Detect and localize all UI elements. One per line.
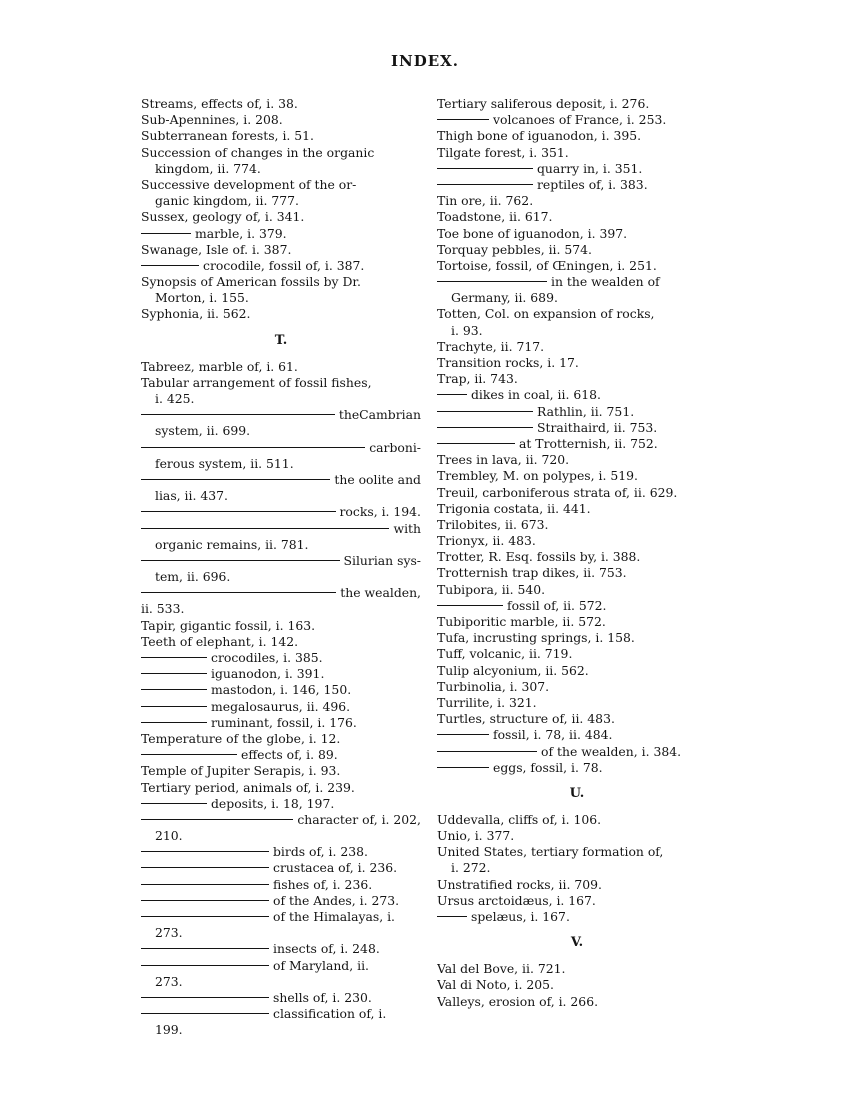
ditto-dash	[437, 751, 537, 752]
index-entry	[437, 355, 717, 371]
entry-text: 273.	[155, 925, 183, 941]
entry-text: Silurian sys-	[343, 552, 421, 568]
index-entry	[141, 472, 421, 488]
entry-text: Straithaird, ii. 753.	[537, 419, 658, 435]
index-entry	[141, 585, 421, 601]
entry-text: i. 93.	[451, 322, 483, 338]
entry-text: Trotter, R. Esq. fossils by, i. 388.	[437, 549, 641, 565]
entry-text: the oolite and	[334, 471, 421, 487]
index-entry	[141, 682, 421, 698]
index-entry	[141, 258, 421, 274]
entry-text: tem, ii. 696.	[155, 569, 231, 585]
index-entry	[437, 161, 717, 177]
index-entry	[437, 226, 717, 242]
index-entry-continuation	[141, 456, 421, 472]
entry-text: of the wealden, i. 384.	[541, 743, 682, 759]
entry-text: Torquay pebbles, ii. 574.	[437, 241, 592, 257]
entry-text: Toadstone, ii. 617.	[437, 209, 553, 225]
entry-text: deposits, i. 18, 197.	[211, 795, 335, 811]
entry-text: lias, ii. 437.	[155, 488, 228, 504]
index-entry	[437, 844, 717, 860]
entry-text: United States, tertiary formation of,	[437, 844, 664, 860]
index-entry	[437, 744, 717, 760]
index-entry	[141, 553, 421, 569]
index-entry	[437, 145, 717, 161]
entry-text: insects of, i. 248.	[273, 941, 380, 957]
entry-text: in the wealden of	[551, 274, 660, 290]
entry-text: ganic kingdom, ii. 777.	[155, 193, 299, 209]
entry-text: i. 425.	[155, 391, 195, 406]
entry-text: crocodile, fossil of, i. 387.	[203, 257, 365, 273]
ditto-dash	[141, 657, 207, 658]
index-entry	[141, 601, 421, 617]
index-entry	[437, 760, 717, 776]
index-entry	[437, 582, 717, 598]
entry-text: 273.	[155, 973, 183, 989]
entry-text: classification of, i.	[273, 1006, 387, 1022]
entry-text: shells of, i. 230.	[273, 989, 372, 1005]
index-entry	[141, 958, 421, 974]
index-entry	[141, 909, 421, 925]
entry-text: fossil, i. 78, ii. 484.	[493, 727, 613, 743]
index-entry	[141, 780, 421, 796]
index-entry	[141, 618, 421, 634]
entry-text: 199.	[155, 1022, 183, 1038]
entry-text: reptiles of, i. 383.	[537, 176, 648, 192]
entry-text: megalosaurus, ii. 496.	[211, 698, 351, 714]
entry-text: Trees in lava, ii. 720.	[437, 452, 570, 468]
ditto-dash	[141, 479, 330, 480]
index-entry	[141, 1006, 421, 1022]
entry-text: Uddevalla, cliffs of, i. 106.	[437, 811, 602, 827]
entry-text: Unio, i. 377.	[437, 828, 515, 844]
index-entry-continuation	[141, 488, 421, 504]
entry-text: Sussex, geology of, i. 341.	[141, 209, 305, 225]
index-entry	[437, 598, 717, 614]
index-entry	[437, 877, 717, 893]
entry-text: organic remains, ii. 781.	[155, 536, 309, 552]
entry-text: character of, i. 202,	[297, 811, 421, 827]
ditto-dash	[437, 916, 467, 917]
entry-text: Teeth of elephant, i. 142.	[141, 633, 299, 649]
page-title: INDEX.	[390, 52, 460, 70]
entry-text: Valleys, erosion of, i. 266.	[437, 993, 599, 1009]
entry-text: Tubipora, ii. 540.	[437, 581, 546, 597]
index-entry	[437, 961, 717, 977]
index-entry-continuation	[141, 193, 421, 209]
index-entry	[437, 565, 717, 581]
index-entry	[437, 549, 717, 565]
index-entry	[437, 468, 717, 484]
ditto-dash	[141, 689, 207, 690]
entry-text: iguanodon, i. 391.	[211, 666, 325, 682]
section-letter-heading: V.	[570, 935, 584, 951]
ditto-dash	[141, 851, 269, 852]
entry-text: eggs, fossil, i. 78.	[493, 759, 603, 775]
entry-text: system, ii. 699.	[155, 423, 251, 439]
ditto-dash	[141, 706, 207, 707]
entry-text: crocodiles, i. 385.	[211, 650, 323, 665]
section-letter-heading: U.	[569, 785, 585, 801]
ditto-dash	[141, 997, 269, 998]
ditto-dash	[141, 900, 269, 901]
entry-text: i. 272.	[451, 860, 491, 876]
index-entry	[437, 711, 717, 727]
index-entry-continuation	[437, 860, 717, 876]
index-entry	[141, 715, 421, 731]
entry-text: ii. 533.	[141, 601, 185, 617]
index-entry	[437, 96, 717, 112]
index-entry	[437, 306, 717, 322]
entry-text: the wealden,	[340, 585, 421, 601]
index-entry	[437, 517, 717, 533]
ditto-dash	[437, 734, 489, 735]
index-entry	[437, 695, 717, 711]
ditto-dash	[437, 119, 489, 120]
entry-text: Turtles, structure of, ii. 483.	[437, 711, 615, 727]
index-entry	[437, 128, 717, 144]
entry-text: birds of, i. 238.	[273, 844, 368, 860]
ditto-dash	[141, 414, 335, 415]
index-entry	[141, 375, 421, 391]
index-entry	[141, 359, 421, 375]
entry-text: Temple of Jupiter Serapis, i. 93.	[141, 763, 341, 779]
entry-text: Val del Bove, ii. 721.	[437, 961, 566, 977]
entry-text: Transition rocks, i. 17.	[437, 355, 579, 370]
entry-text: Synopsis of American fossils by Dr.	[141, 274, 361, 290]
entry-text: 210.	[155, 828, 183, 844]
entry-text: Turbinolia, i. 307.	[437, 678, 550, 694]
index-column-left	[141, 96, 421, 1039]
entry-text: volcanoes of France, i. 253.	[493, 112, 667, 128]
index-entry	[437, 339, 717, 355]
section-spacer	[437, 802, 717, 812]
index-entry	[437, 258, 717, 274]
index-entry	[141, 128, 421, 144]
entry-text: Subterranean forests, i. 51.	[141, 128, 314, 144]
index-entry-continuation	[141, 974, 421, 990]
index-entry	[437, 679, 717, 695]
index-entry	[437, 485, 717, 501]
section-spacer	[437, 776, 717, 786]
index-entry	[437, 977, 717, 993]
index-entry	[437, 501, 717, 517]
entry-text: Sub-Apennines, i. 208.	[141, 112, 283, 128]
index-entry	[437, 994, 717, 1010]
index-entry	[437, 242, 717, 258]
entry-text: kingdom, ii. 774.	[155, 160, 261, 176]
ditto-dash	[141, 528, 389, 529]
entry-text: of the Himalayas, i.	[273, 909, 395, 924]
entry-text: marble, i. 379.	[195, 225, 287, 241]
index-entry	[437, 663, 717, 679]
entry-text: Trap, ii. 743.	[437, 371, 518, 387]
index-entry	[437, 436, 717, 452]
ditto-dash	[141, 916, 269, 917]
index-entry	[437, 112, 717, 128]
ditto-dash	[141, 819, 293, 820]
index-entry-continuation	[141, 1022, 421, 1038]
entry-text: Tuff, volcanic, ii. 719.	[437, 646, 573, 662]
index-entry	[437, 630, 717, 646]
ditto-dash	[141, 803, 207, 804]
entry-text: Temperature of the globe, i. 12.	[141, 730, 341, 746]
index-entry	[141, 666, 421, 682]
index-entry	[141, 407, 421, 423]
entry-text: Tabreez, marble of, i. 61.	[141, 358, 298, 374]
index-entry	[437, 893, 717, 909]
entry-text: fishes of, i. 236.	[273, 876, 373, 892]
index-entry-continuation	[141, 391, 421, 407]
index-entry-continuation	[141, 161, 421, 177]
entry-text: mastodon, i. 146, 150.	[211, 682, 352, 698]
index-entry	[141, 877, 421, 893]
index-column-right	[437, 96, 717, 1010]
entry-text: Syphonia, ii. 562.	[141, 306, 251, 322]
ditto-dash	[141, 265, 199, 266]
entry-text: ferous system, ii. 511.	[155, 455, 294, 471]
ditto-dash	[141, 560, 340, 561]
index-entry	[141, 274, 421, 290]
section-letter-heading: T.	[274, 332, 288, 348]
section-spacer	[437, 951, 717, 961]
ditto-dash	[141, 511, 336, 512]
index-entry	[141, 812, 421, 828]
ditto-dash	[141, 884, 269, 885]
ditto-dash	[437, 605, 503, 606]
entry-text: Tin ore, ii. 762.	[437, 193, 534, 209]
entry-text: Swanage, Isle of. i. 387.	[141, 241, 292, 257]
index-entry	[141, 96, 421, 112]
entry-text: fossil of, ii. 572.	[507, 597, 607, 613]
index-entry	[437, 828, 717, 844]
entry-text: with	[393, 520, 421, 536]
entry-text: carboni-	[369, 439, 421, 455]
entry-text: Trigonia costata, ii. 441.	[437, 500, 591, 516]
index-entry	[141, 860, 421, 876]
section-spacer	[141, 349, 421, 359]
index-entry	[141, 521, 421, 537]
index-entry	[141, 796, 421, 812]
section-spacer	[141, 323, 421, 333]
entry-text: effects of, i. 89.	[241, 747, 338, 763]
index-entry	[141, 763, 421, 779]
entry-text: Tertiary period, animals of, i. 239.	[141, 779, 355, 795]
entry-text: of the Andes, i. 273.	[273, 892, 400, 908]
entry-text: ruminant, fossil, i. 176.	[211, 714, 357, 730]
ditto-dash	[437, 184, 533, 185]
index-entry-continuation	[141, 569, 421, 585]
ditto-dash	[141, 447, 365, 448]
entry-text: Toe bone of iguanodon, i. 397.	[437, 225, 628, 241]
ditto-dash	[141, 722, 207, 723]
ditto-dash	[141, 1013, 269, 1014]
entry-text: Tulip alcyonium, ii. 562.	[437, 662, 589, 678]
entry-text: Trembley, M. on polypes, i. 519.	[437, 468, 638, 484]
ditto-dash	[141, 754, 237, 755]
index-entry	[437, 420, 717, 436]
entry-text: rocks, i. 194.	[339, 504, 421, 520]
index-entry	[437, 909, 717, 925]
index-entry	[141, 699, 421, 715]
index-entry	[437, 452, 717, 468]
entry-text: Treuil, carboniferous strata of, ii. 629.	[437, 484, 678, 500]
index-entry	[437, 371, 717, 387]
index-entry	[141, 112, 421, 128]
index-entry-continuation	[141, 828, 421, 844]
entry-text: Rathlin, ii. 751.	[537, 403, 635, 419]
ditto-dash	[141, 965, 269, 966]
entry-text: Turrilite, i. 321.	[437, 694, 537, 710]
ditto-dash	[141, 673, 207, 674]
index-entry	[141, 634, 421, 650]
index-entry	[141, 504, 421, 520]
index-entry-continuation	[141, 423, 421, 439]
entry-text: Unstratified rocks, ii. 709.	[437, 876, 602, 892]
entry-text: Trachyte, ii. 717.	[437, 338, 545, 354]
ditto-dash	[437, 443, 515, 444]
entry-text: theCambrian	[338, 407, 421, 423]
section-spacer	[437, 925, 717, 935]
index-entry-continuation	[141, 537, 421, 553]
index-entry	[141, 731, 421, 747]
ditto-dash	[141, 867, 269, 868]
ditto-dash	[437, 281, 547, 282]
entry-text: Tufa, incrusting springs, i. 158.	[437, 630, 635, 646]
ditto-dash	[437, 411, 533, 412]
index-entry-continuation	[437, 323, 717, 339]
index-entry	[141, 747, 421, 763]
entry-text: Tilgate forest, i. 351.	[437, 144, 569, 160]
index-entry	[437, 274, 717, 290]
index-entry	[141, 893, 421, 909]
index-entry-continuation	[141, 925, 421, 941]
index-entry	[141, 844, 421, 860]
entry-text: Totten, Col. on expansion of rocks,	[437, 306, 655, 322]
entry-text: Ursus arctoidæus, i. 167.	[437, 892, 596, 908]
entry-text: Morton, i. 155.	[155, 290, 249, 306]
index-entry	[437, 193, 717, 209]
index-entry	[141, 990, 421, 1006]
index-entry-continuation	[141, 290, 421, 306]
index-entry	[437, 533, 717, 549]
index-entry	[141, 242, 421, 258]
ditto-dash	[141, 233, 191, 234]
index-entry	[141, 941, 421, 957]
entry-text: Streams, effects of, i. 38.	[141, 96, 298, 111]
entry-text: at Trotternish, ii. 752.	[519, 435, 658, 451]
entry-text: Successive development of the or-	[141, 176, 357, 192]
ditto-dash	[437, 767, 489, 768]
entry-text: Trilobites, ii. 673.	[437, 516, 549, 532]
ditto-dash	[141, 592, 336, 593]
index-entry	[437, 614, 717, 630]
index-entry	[437, 812, 717, 828]
entry-text: Germany, ii. 689.	[451, 290, 558, 306]
index-entry	[437, 404, 717, 420]
index-entry	[141, 177, 421, 193]
entry-text: spelæus, i. 167.	[471, 909, 570, 924]
entry-text: Succession of changes in the organic	[141, 144, 375, 160]
index-entry	[141, 209, 421, 225]
entry-text: Tortoise, fossil, of Œningen, i. 251.	[437, 257, 657, 273]
ditto-dash	[437, 427, 533, 428]
entry-text: crustacea of, i. 236.	[273, 860, 398, 876]
entry-text: dikes in coal, ii. 618.	[471, 387, 601, 403]
entry-text: Val di Noto, i. 205.	[437, 977, 554, 993]
entry-text: Tabular arrangement of fossil fishes,	[141, 374, 372, 390]
index-entry	[141, 145, 421, 161]
entry-text: Tubiporitic marble, ii. 572.	[437, 614, 606, 629]
index-entry	[141, 650, 421, 666]
index-entry	[437, 387, 717, 403]
entry-text: Trotternish trap dikes, ii. 753.	[437, 565, 627, 581]
ditto-dash	[437, 168, 533, 169]
ditto-dash	[141, 948, 269, 949]
index-entry-continuation	[437, 290, 717, 306]
ditto-dash	[437, 394, 467, 395]
index-entry	[141, 306, 421, 322]
index-entry	[141, 440, 421, 456]
entry-text: of Maryland, ii.	[273, 957, 369, 973]
index-entry	[437, 727, 717, 743]
entry-text: Trionyx, ii. 483.	[437, 533, 536, 549]
index-entry	[141, 226, 421, 242]
entry-text: quarry in, i. 351.	[537, 160, 643, 176]
entry-text: Tapir, gigantic fossil, i. 163.	[141, 617, 316, 633]
entry-text: Thigh bone of iguanodon, i. 395.	[437, 128, 642, 144]
index-entry	[437, 177, 717, 193]
index-entry	[437, 646, 717, 662]
index-entry	[437, 209, 717, 225]
entry-text: Tertiary saliferous deposit, i. 276.	[437, 96, 650, 111]
